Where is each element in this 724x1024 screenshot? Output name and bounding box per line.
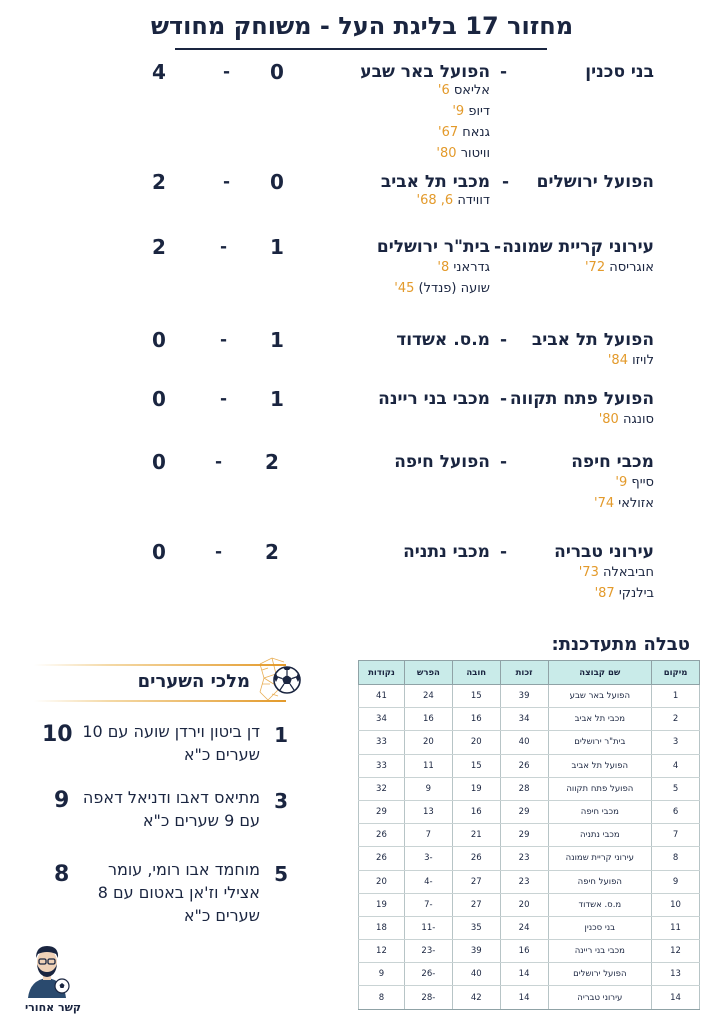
table-cell: הפועל באר שבע	[548, 685, 652, 708]
column-header: הפרש	[404, 661, 452, 685]
table-cell: 35	[452, 916, 500, 939]
home-team: עירוני טבריה	[554, 542, 654, 562]
standings-table	[358, 660, 700, 1010]
home-team: הפועל פתח תקווה	[509, 389, 654, 409]
table-cell: 21	[452, 824, 500, 847]
table-cell: 27	[452, 870, 500, 893]
table-row	[359, 708, 700, 731]
score-separator: -	[223, 62, 231, 82]
scorer-line: אליאס 6'	[437, 83, 490, 98]
home-team: הפועל תל אביב	[531, 330, 654, 350]
table-cell: 14	[500, 986, 548, 1009]
score-separator: -	[220, 237, 228, 257]
table-cell: 23	[500, 870, 548, 893]
column-header: מיקום	[652, 661, 700, 685]
table-cell: 40	[500, 731, 548, 754]
away-team: מכבי בני ריינה	[378, 389, 490, 409]
scorer-goals: 9	[54, 788, 70, 813]
table-row	[359, 940, 700, 963]
scorer-line: חביבאלה 73'	[578, 565, 654, 580]
home-scorers	[608, 350, 654, 371]
scorer-line: אזולאי 74'	[594, 496, 654, 511]
table-cell: 28	[500, 777, 548, 800]
scorer-line: לויזו 84'	[607, 353, 654, 368]
table-cell: 26	[500, 754, 548, 777]
table-cell: 14	[500, 963, 548, 986]
soccer-ball-icon	[258, 656, 304, 702]
table-cell: 6	[652, 800, 700, 823]
table-cell: 4	[652, 754, 700, 777]
table-cell: בית"ר ירושלים	[548, 731, 652, 754]
table-cell: 34	[500, 708, 548, 731]
home-score: 4	[152, 60, 166, 84]
away-score: 1	[270, 387, 284, 411]
table-cell: עירוני טבריה	[548, 986, 652, 1009]
score-separator: -	[220, 330, 228, 350]
table-cell: 8	[359, 986, 405, 1009]
table-row	[359, 824, 700, 847]
table-cell: -4	[404, 870, 452, 893]
table-cell: 23	[500, 847, 548, 870]
table-cell: 14	[652, 986, 700, 1009]
column-header: שם קבוצה	[548, 661, 652, 685]
match-2	[0, 168, 724, 218]
table-row	[359, 916, 700, 939]
table-cell: 26	[359, 847, 405, 870]
table-row	[359, 800, 700, 823]
table-cell: 26	[359, 824, 405, 847]
scorer-line: בילנקי 87'	[594, 586, 654, 601]
table-row	[359, 893, 700, 916]
team-separator: -	[494, 237, 502, 257]
table-cell: 26	[452, 847, 500, 870]
scorer-line: וויטור 80'	[436, 146, 490, 161]
scorer-entry	[0, 858, 300, 933]
home-scorers	[579, 562, 654, 604]
table-cell: הפועל תל אביב	[548, 754, 652, 777]
table-cell: 13	[404, 800, 452, 823]
home-score: 2	[152, 235, 166, 259]
home-score: 0	[152, 540, 166, 564]
scorer-line: גדראני 8'	[437, 260, 490, 275]
table-cell: 1	[652, 685, 700, 708]
team-separator: -	[500, 542, 508, 562]
table-cell: 20	[359, 870, 405, 893]
table-cell: 27	[452, 893, 500, 916]
table-cell: הפועל ירושלים	[548, 963, 652, 986]
table-cell: -11	[404, 916, 452, 939]
scorer-goals: 10	[42, 722, 73, 747]
home-scorers	[594, 472, 654, 514]
table-cell: 16	[452, 708, 500, 731]
table-cell: -3	[404, 847, 452, 870]
table-cell: 11	[404, 754, 452, 777]
table-cell: 15	[452, 754, 500, 777]
table-cell: 12	[359, 940, 405, 963]
table-cell: בני סכנין	[548, 916, 652, 939]
scorer-text	[60, 720, 260, 766]
table-cell: מכבי בני ריינה	[548, 940, 652, 963]
away-team: מ.ס. אשדוד	[396, 330, 490, 350]
away-score: 1	[270, 328, 284, 352]
table-cell: מכבי תל אביב	[548, 708, 652, 731]
home-scorers	[599, 409, 654, 430]
team-separator: -	[500, 452, 508, 472]
column-header: חובה	[452, 661, 500, 685]
home-team: עירוני קריית שמונה	[502, 237, 654, 257]
table-cell: 5	[652, 777, 700, 800]
away-scorers	[436, 80, 490, 164]
match-3	[0, 233, 724, 303]
table-cell: 9	[404, 777, 452, 800]
table-cell: מכבי נתניה	[548, 824, 652, 847]
table-cell: 16	[452, 800, 500, 823]
scorer-text	[60, 786, 260, 832]
standings-title: טבלה מתעדכנת:	[551, 634, 690, 655]
column-header: זכות	[500, 661, 548, 685]
table-cell: 24	[500, 916, 548, 939]
table-cell: 40	[452, 963, 500, 986]
standings-body	[359, 685, 700, 1010]
table-cell: מכבי חיפה	[548, 800, 652, 823]
match-5	[0, 385, 724, 435]
team-separator: -	[500, 389, 508, 409]
title-underline	[175, 48, 547, 50]
scorer-goals: 8	[54, 862, 70, 887]
logo-icon	[20, 940, 74, 998]
scorer-text	[60, 858, 260, 927]
table-cell: 8	[652, 847, 700, 870]
table-cell: 9	[652, 870, 700, 893]
away-team: מכבי נתניה	[403, 542, 490, 562]
away-score: 0	[270, 170, 284, 194]
table-cell: 41	[359, 685, 405, 708]
table-cell: 9	[359, 963, 405, 986]
scorer-text-line: מתיאס דאבו ודניאל דאפה	[82, 788, 260, 807]
table-cell: 11	[652, 916, 700, 939]
table-cell: 18	[359, 916, 405, 939]
page-title: מחזור 17 בליגת העל - משוחק מחודש	[150, 12, 574, 40]
away-score: 2	[265, 450, 279, 474]
table-cell: מ.ס. אשדוד	[548, 893, 652, 916]
table-cell: 29	[500, 800, 548, 823]
table-cell: 3	[652, 731, 700, 754]
scorer-rank: 5	[274, 862, 288, 886]
away-team: בית"ר ירושלים	[376, 237, 490, 257]
table-cell: -26	[404, 963, 452, 986]
scorer-line: גנאח 67'	[437, 125, 490, 140]
scorer-text-line: שערים כ"א	[183, 745, 260, 764]
table-cell: -23	[404, 940, 452, 963]
table-row	[359, 963, 700, 986]
away-score: 1	[270, 235, 284, 259]
home-score: 0	[152, 387, 166, 411]
table-cell: 16	[500, 940, 548, 963]
home-team: הפועל ירושלים	[536, 172, 654, 192]
table-cell: 20	[404, 731, 452, 754]
table-cell: 33	[359, 731, 405, 754]
away-team: הפועל חיפה	[394, 452, 490, 472]
table-cell: 29	[359, 800, 405, 823]
table-cell: 33	[359, 754, 405, 777]
home-team: בני סכנין	[585, 62, 654, 82]
match-7	[0, 538, 724, 608]
table-row	[359, 847, 700, 870]
score-separator: -	[215, 452, 223, 472]
away-team: מכבי תל אביב	[380, 172, 490, 192]
table-cell: 16	[404, 708, 452, 731]
match-4	[0, 326, 724, 376]
team-separator: -	[502, 172, 510, 192]
away-score: 0	[270, 60, 284, 84]
table-cell: 19	[452, 777, 500, 800]
table-cell: 12	[652, 940, 700, 963]
scorer-entry	[0, 786, 300, 846]
table-cell: 39	[452, 940, 500, 963]
away-scorers	[417, 190, 491, 211]
scorer-line: סונגה 80'	[598, 412, 654, 427]
table-row	[359, 731, 700, 754]
scorer-line: שועה (פנדל) 45'	[394, 281, 490, 296]
table-cell: 13	[652, 963, 700, 986]
logo-label: קשר אחורי	[24, 1001, 82, 1014]
scorer-text-line: דן ביטון וירדן שועה עם 10	[82, 722, 260, 741]
score-separator: -	[215, 542, 223, 562]
scorer-line: דיופ 9'	[452, 104, 490, 119]
table-row	[359, 986, 700, 1009]
scorer-text-line: אצילי וז'אן באטום עם 8	[97, 883, 260, 902]
table-cell: עירוני קריית שמונה	[548, 847, 652, 870]
table-cell: 34	[359, 708, 405, 731]
away-team: הפועל באר שבע	[360, 62, 490, 82]
table-cell: 20	[452, 731, 500, 754]
table-row	[359, 870, 700, 893]
home-scorers	[585, 257, 654, 278]
scorer-entry	[0, 720, 300, 780]
table-cell: 29	[500, 824, 548, 847]
scorer-text-line: שערים כ"א	[183, 906, 260, 925]
home-team: מכבי חיפה	[571, 452, 654, 472]
table-cell: 7	[404, 824, 452, 847]
column-header: נקודות	[359, 661, 405, 685]
table-cell: 10	[652, 893, 700, 916]
table-cell: -28	[404, 986, 452, 1009]
table-cell: 20	[500, 893, 548, 916]
table-cell: -7	[404, 893, 452, 916]
table-cell: 19	[359, 893, 405, 916]
table-cell: 15	[452, 685, 500, 708]
match-1	[0, 58, 724, 161]
away-score: 2	[265, 540, 279, 564]
table-cell: 24	[404, 685, 452, 708]
table-cell: 2	[652, 708, 700, 731]
table-cell: 32	[359, 777, 405, 800]
table-cell: 7	[652, 824, 700, 847]
table-row	[359, 685, 700, 708]
scorer-line: דווידה 6, 68'	[416, 193, 490, 208]
score-separator: -	[223, 172, 231, 192]
table-cell: 42	[452, 986, 500, 1009]
team-separator: -	[500, 62, 508, 82]
scorer-text-line: מוחמד אבו רומי, עומר	[107, 860, 260, 879]
team-separator: -	[500, 330, 508, 350]
scorer-rank: 3	[274, 789, 288, 813]
scorer-line: אוגריסה 72'	[584, 260, 654, 275]
table-row	[359, 754, 700, 777]
table-cell: הפועל חיפה	[548, 870, 652, 893]
away-scorers	[394, 257, 490, 299]
home-score: 2	[152, 170, 166, 194]
table-cell: הפועל פתח תקווה	[548, 777, 652, 800]
scorers-title: מלכי השערים	[137, 671, 250, 692]
home-score: 0	[152, 450, 166, 474]
home-score: 0	[152, 328, 166, 352]
scorer-text-line: עם 9 שערים כ"א	[142, 811, 260, 830]
table-row	[359, 777, 700, 800]
scorer-line: סייף 9'	[615, 475, 654, 490]
table-header-row	[359, 661, 700, 685]
score-separator: -	[220, 389, 228, 409]
match-6	[0, 448, 724, 518]
scorer-rank: 1	[274, 723, 288, 747]
table-cell: 39	[500, 685, 548, 708]
